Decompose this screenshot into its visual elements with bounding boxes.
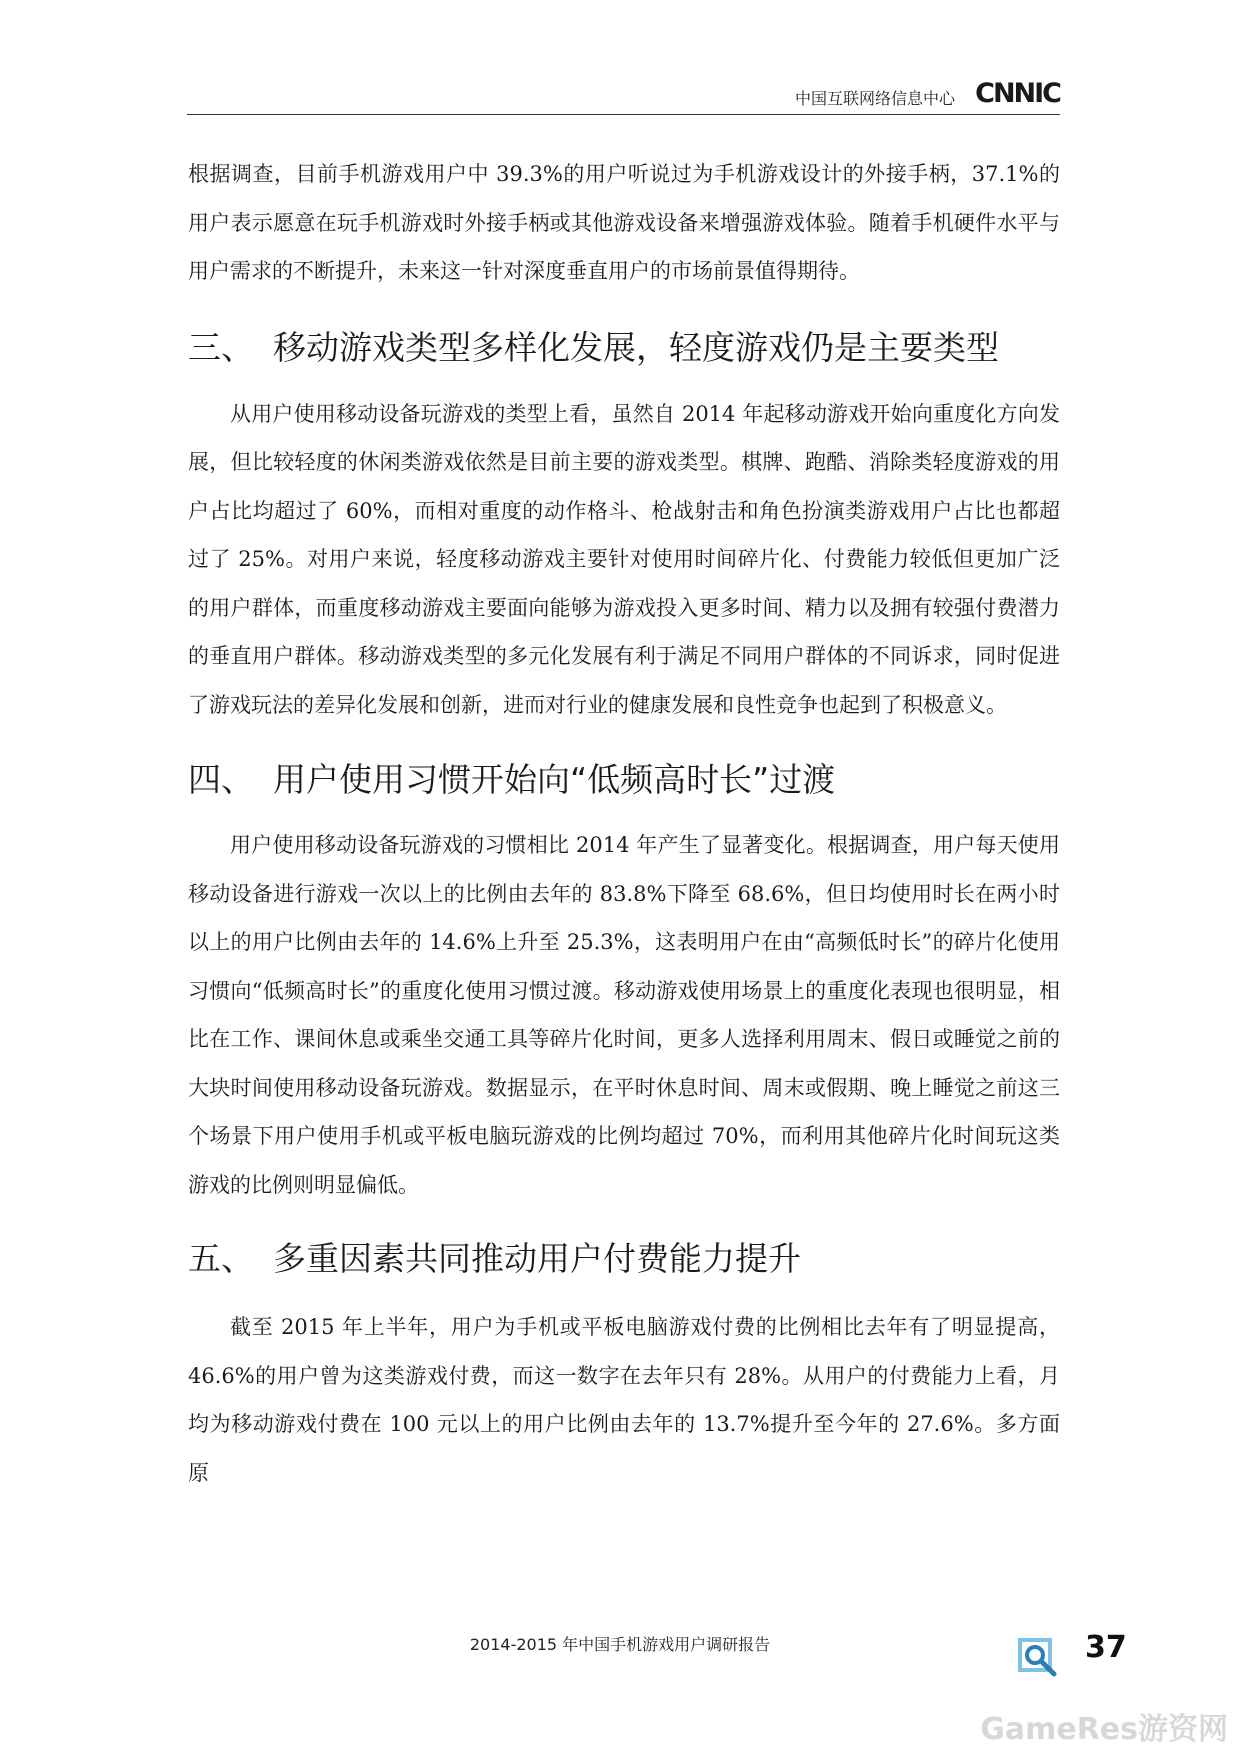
intro-paragraph: 根据调查，目前手机游戏用户中 39.3%的用户听说过为手机游戏设计的外接手柄，37.1%的用户表示愿意在玩手机游戏时外接手柄或其他游戏设备来增强游戏体验。随着手机硬件水平与用户需求的不断提升，未来这一针对深度垂直用户的市场前景值得期待。 — [188, 162, 1060, 283]
section-5-heading — [188, 1226, 1060, 1292]
section-5-paragraph: 截至 2015 年上半年，用户为手机或平板电脑游戏付费的比例相比去年有了明显提高，46.6%的用户曾为这类游戏付费，而这一数字在去年只有 28%。从用户的付费能力上看，月均为移动游戏付费在 100 元以上的用户比例由去年的 13.7%提升至今年的 27.6%。多方面原 — [188, 1315, 1060, 1485]
main-content — [188, 150, 1060, 1497]
section-4-heading — [188, 747, 1060, 813]
section-5-number: 五、 — [188, 1239, 254, 1278]
section-4-number: 四、 — [188, 760, 254, 799]
section-3-title: 移动游戏类型多样化发展，轻度游戏仍是主要类型 — [273, 327, 999, 367]
footer-report-title: 2014-2015 年中国手机游戏用户调研报告 — [469, 1635, 771, 1654]
section-5-title: 多重因素共同推动用户付费能力提升 — [273, 1239, 801, 1278]
section-4-paragraph: 用户使用移动设备玩游戏的习惯相比 2014 年产生了显著变化。根据调查，用户每天使用移动设备进行游戏一次以上的比例由去年的 83.8%下降至 68.6%，但日均使用时长在两小时以上的用户比例由去年的 14.6%上升至 25.3%，这表明用户在由“高频低时长”的碎片化使用习惯向“低频高时长”的重度化使用习惯过渡。移动游戏使用场景上的重度化表现也很明显，相比在工作、课间休息或乘坐交通工具等碎片化时间，更多人选择利用周末、假日或睡觉之前的大块时间使用移动设备玩游戏。数据显示，在平时休息时间、周末或假期、晚上睡觉之前这三个场景下用户使用手机或平板电脑玩游戏的比例均超过 70%，而利用其他碎片化时间玩这类游戏的比例则明显偏低。 — [188, 833, 1060, 1197]
gameres-watermark: GameRes游资网 — [980, 1712, 1228, 1747]
section-3-number: 三、 — [188, 327, 254, 367]
magnifier-logo-icon — [1017, 1637, 1057, 1677]
header-org-name: 中国互联网络信息中心 — [794, 89, 955, 108]
page-header — [187, 78, 1060, 115]
page-number: 37 — [1085, 1630, 1127, 1665]
cnnic-logo: CNNIC — [975, 78, 1060, 109]
section-3-paragraph: 从用户使用移动设备玩游戏的类型上看，虽然自 2014 年起移动游戏开始向重度化方向发展，但比较轻度的休闲类游戏依然是目前主要的游戏类型。棋牌、跑酷、消除类轻度游戏的用户占比均超过了 60%，而相对重度的动作格斗、枪战射击和角色扮演类游戏用户占比也都超过了 25%。对用户来说，轻度移动游戏主要针对使用时间碎片化、付费能力较低但更加广泛的用户群体，而重度移动游戏主要面向能够为游戏投入更多时间、精力以及拥有较强付费潜力的垂直用户群体。移动游戏类型的多元化发展有利于满足不同用户群体的不同诉求，同时促进了游戏玩法的差异化发展和创新，进而对行业的健康发展和良性竞争也起到了积极意义。 — [188, 401, 1060, 717]
section-3-heading — [188, 315, 1060, 381]
section-4-title: 用户使用习惯开始向“低频高时长”过渡 — [273, 760, 836, 799]
